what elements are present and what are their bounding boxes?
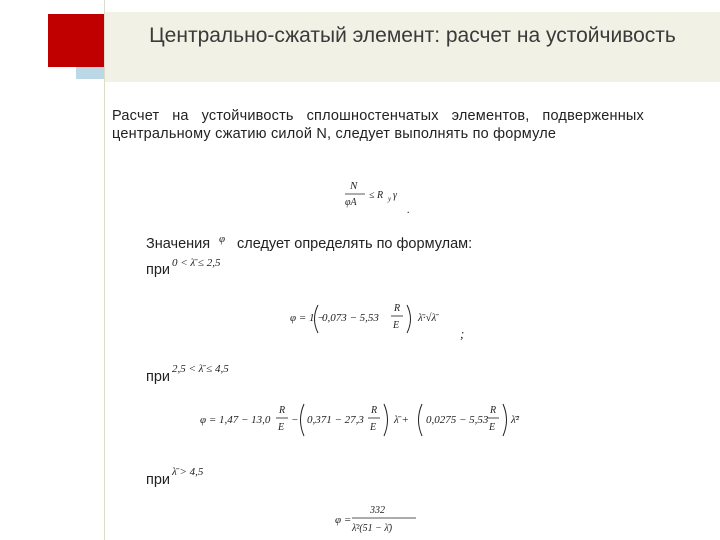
formula2-R: R xyxy=(394,303,401,314)
case2-condition: 2,5 < λ̄ ≤ 4,5 xyxy=(172,363,229,375)
formula1-numerator: N xyxy=(350,180,358,192)
formula3-left-paren-1 xyxy=(301,404,305,436)
formula-stability-check xyxy=(340,175,430,217)
formula3-E2: E xyxy=(370,422,377,433)
phi-symbol: φ xyxy=(219,233,226,245)
formula3-lhs: φ = 1,47 − 13,0 xyxy=(200,414,271,426)
formula3-right-paren-2 xyxy=(503,404,507,436)
intro-paragraph: Расчет на устойчивость сплошностенчатых элементов, подверженных центральному сжатию силой N, следует выполнять по формуле xyxy=(112,108,644,142)
formula1-subscript: y xyxy=(388,195,392,203)
formula2-right-paren xyxy=(407,305,411,333)
formula4-numerator: 332 xyxy=(370,505,385,516)
formula3-mid: λ̄ + xyxy=(394,414,409,426)
formula1-rhs: ≤ R xyxy=(369,190,384,201)
values-prefix: Значения xyxy=(146,236,211,252)
formula-phi-case2 xyxy=(195,398,535,443)
formula3-coef3: 0,0275 − 5,53 xyxy=(426,414,489,426)
formula-phi-case1 xyxy=(285,288,485,348)
formula2-tail: λ̄·√λ̄ xyxy=(418,312,437,324)
formula4-denominator: λ̄²(51 − λ̄) xyxy=(352,523,393,534)
case3-label: при xyxy=(146,472,171,488)
formula4-lhs: φ = xyxy=(335,514,352,526)
formula1-denominator: φA xyxy=(345,197,357,208)
formula3-R3: R xyxy=(490,405,497,416)
case1-condition: 0 < λ̄ ≤ 2,5 xyxy=(172,257,221,269)
formula1-gamma: γ xyxy=(393,190,397,201)
formula2-coef: 0,073 − 5,53 xyxy=(322,312,379,324)
formula2-E: E xyxy=(393,320,400,331)
red-accent-square xyxy=(48,14,105,67)
formula2-lhs: φ = 1 − xyxy=(290,312,325,324)
formula3-end: λ̄² xyxy=(511,414,520,426)
formula2-semicolon: ; xyxy=(460,326,465,341)
case2-label: при xyxy=(146,369,171,385)
blue-accent-bar xyxy=(76,67,105,79)
formula3-right-paren-1 xyxy=(384,404,388,436)
formula-phi-case3 xyxy=(330,500,430,540)
case1-label: при xyxy=(146,262,171,278)
formula1-dot: . xyxy=(407,202,410,216)
values-suffix: следует определять по формулам: xyxy=(237,236,473,252)
formula3-left-paren-2 xyxy=(419,404,423,436)
formula3-minus: − xyxy=(291,414,299,426)
formula3-E3: E xyxy=(489,422,496,433)
case3-condition: λ̄ > 4,5 xyxy=(172,466,204,478)
formula3-coef2: 0,371 − 27,3 xyxy=(307,414,364,426)
formula3-E1: E xyxy=(278,422,285,433)
formula3-R2: R xyxy=(371,405,378,416)
slide-title: Центрально-сжатый элемент: расчет на устойчивость xyxy=(149,24,676,47)
vertical-divider xyxy=(104,0,105,540)
formula3-R1: R xyxy=(279,405,286,416)
